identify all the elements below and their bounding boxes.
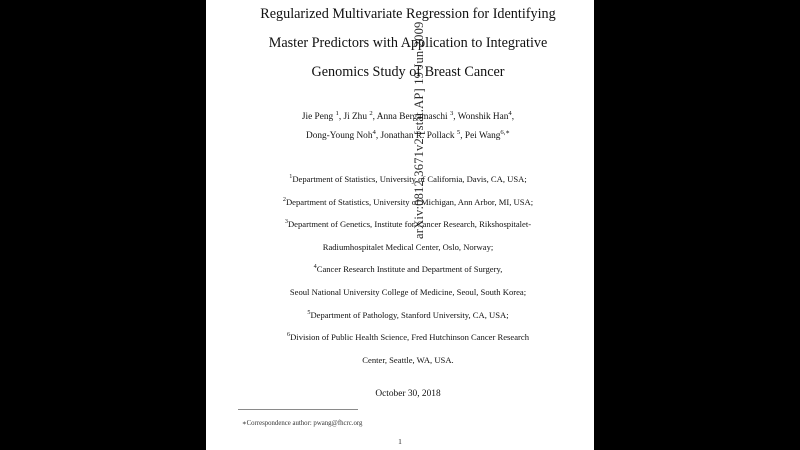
author-line-2: Dong-Young Noh$^4$, Jonathan R. Pollack $^5$, Pei Wang$^{6,∗}$ bbox=[306, 128, 510, 141]
title-line-1: Regularized Multivariate Regression for Identifying bbox=[260, 6, 556, 22]
correspondence-footnote: ∗Correspondence author: pwang@fhcrc.org bbox=[242, 420, 363, 427]
affiliation-line-8: $^6$Division of Public Health Science, Fred Hutchinson Cancer Research bbox=[287, 331, 529, 343]
paper-page bbox=[206, 0, 594, 450]
affiliation-list bbox=[238, 168, 578, 371]
affiliation-line-9: Center, Seattle, WA, USA. bbox=[362, 354, 454, 365]
title-line-3: Genomics Study of Breast Cancer bbox=[311, 64, 505, 80]
affiliation-line-5: $^4$Cancer Research Institute and Department of Surgery, bbox=[313, 263, 503, 275]
affiliation-line-4: Radiumhospitalet Medical Center, Oslo, Norway; bbox=[322, 241, 494, 252]
affiliation-line-6: Seoul National University College of Medicine, Seoul, South Korea; bbox=[289, 286, 527, 297]
paper-content bbox=[238, 0, 578, 450]
title-line-2: Master Predictors with Application to Integrative bbox=[268, 35, 548, 51]
paper-date: October 30, 2018 bbox=[375, 389, 441, 400]
footnote-rule bbox=[238, 409, 358, 410]
author-line-1: Jie Peng $^1$, Ji Zhu $^2$, Anna Bergamaschi $^3$, Wonshik Han$^4$, bbox=[301, 109, 515, 122]
page-number: 1 bbox=[398, 437, 402, 446]
author-list bbox=[238, 108, 578, 146]
affiliation-line-7: $^5$Department of Pathology, Stanford University, CA, USA; bbox=[307, 308, 509, 320]
affiliation-line-1: $^1$Department of Statistics, University of California, Davis, CA, USA; bbox=[289, 173, 527, 184]
affiliation-line-3: $^3$Department of Genetics, Institute for Cancer Research, Rikshospitalet- bbox=[284, 218, 532, 230]
arxiv-identifier: arXiv:0812.3671v2 [stat.AP] 19 Jun 2009 bbox=[412, 21, 426, 239]
paper-title bbox=[238, 0, 578, 87]
affiliation-line-2: $^2$Department of Statistics, University of Michigan, Ann Arbor, MI, USA; bbox=[282, 195, 534, 207]
